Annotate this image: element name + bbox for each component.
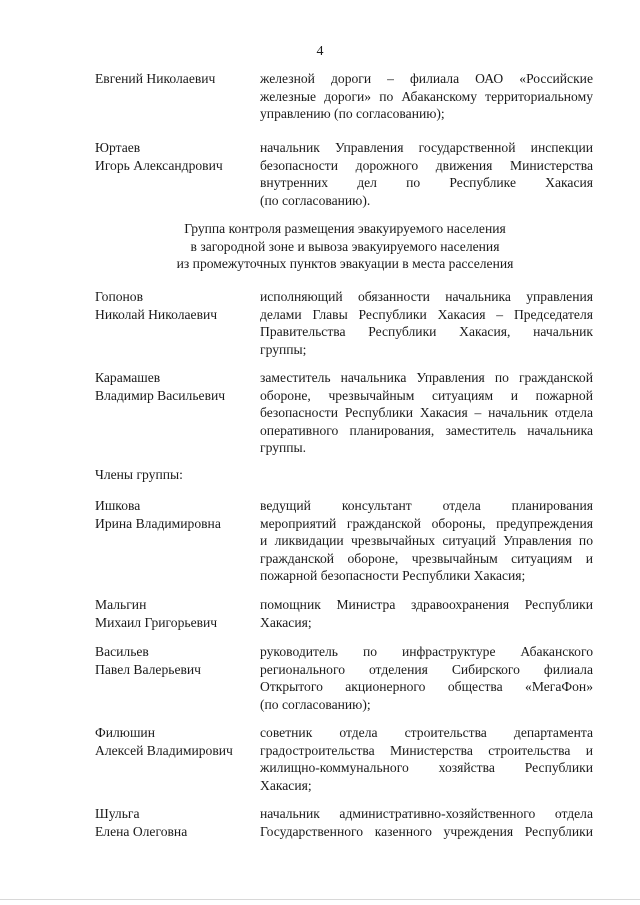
desc-line: управлению (по согласованию); bbox=[260, 106, 445, 121]
heading-line: Группа контроля размещения эвакуируемого населения bbox=[184, 221, 506, 236]
name-line: Юртаев bbox=[95, 140, 141, 155]
desc-line: Открытого акционерного общества «МегаФон» bbox=[260, 679, 593, 694]
name-line: Шульга bbox=[95, 806, 140, 821]
person-name bbox=[95, 643, 260, 678]
name-line: Васильев bbox=[95, 644, 149, 659]
person-description bbox=[260, 596, 593, 631]
desc-line: помощник Министра здравоохранения Республики bbox=[260, 597, 593, 612]
desc-line: безопасности дорожного движения Министерства bbox=[260, 157, 593, 173]
heading-line: в загородной зоне и вывоза эвакуируемого населения bbox=[190, 238, 500, 254]
group-heading bbox=[120, 220, 570, 273]
person-name bbox=[95, 70, 260, 88]
desc-line: руководитель по инфраструктуре Абаканского bbox=[260, 644, 593, 659]
name-line: Игорь Александрович bbox=[95, 157, 223, 173]
desc-line: Государственного казенного учреждения Республики bbox=[260, 823, 593, 839]
desc-line: заместитель начальника Управления по гражданской bbox=[260, 370, 593, 385]
desc-line: группы; bbox=[260, 341, 307, 357]
desc-line: группы. bbox=[260, 440, 307, 455]
person-name bbox=[95, 724, 260, 759]
name-line: Гопонов bbox=[95, 289, 144, 304]
heading-line: из промежуточных пунктов эвакуации в места расселения bbox=[176, 256, 514, 271]
person-name bbox=[95, 805, 260, 840]
desc-line: Хакасия; bbox=[260, 777, 312, 793]
desc-line: обороне, чрезвычайным ситуациям и пожарной bbox=[260, 387, 593, 403]
desc-line: градостроительства Министерства строительства и bbox=[260, 742, 593, 758]
desc-line: Правительства Республики Хакасия, начальник bbox=[260, 324, 593, 339]
desc-line: внутренних дел по Республике Хакасия bbox=[260, 175, 593, 190]
desc-line: пожарной безопасности Республики Хакасия; bbox=[260, 568, 526, 583]
name-line: Владимир Васильевич bbox=[95, 387, 226, 403]
person-description bbox=[260, 288, 593, 358]
name-line: Мальгин bbox=[95, 597, 147, 612]
person-description bbox=[260, 70, 593, 123]
page-number: 4 bbox=[316, 44, 324, 59]
person-name bbox=[95, 596, 260, 631]
desc-line: делами Главы Республики Хакасия – Председателя bbox=[260, 306, 593, 322]
desc-line: Хакасия; bbox=[260, 614, 312, 630]
desc-line: и ликвидации чрезвычайных ситуаций Управления по bbox=[260, 533, 593, 548]
name-line: Михаил Григорьевич bbox=[95, 614, 218, 630]
page-edge-divider bbox=[0, 899, 640, 900]
name-line: Ишкова bbox=[95, 498, 141, 513]
person-description bbox=[260, 369, 593, 457]
desc-line: мероприятий гражданской обороны, предупреждения bbox=[260, 515, 593, 531]
name-line: Ирина Владимировна bbox=[95, 515, 221, 531]
person-description bbox=[260, 805, 593, 840]
person-name bbox=[95, 369, 260, 404]
desc-line: советник отдела строительства департамента bbox=[260, 725, 593, 740]
desc-line: безопасности Республики Хакасия – начальник отдела bbox=[260, 405, 593, 420]
desc-line: (по согласованию); bbox=[260, 696, 371, 712]
desc-line: гражданской обороне, чрезвычайным ситуациям и bbox=[260, 550, 593, 566]
person-description bbox=[260, 497, 593, 585]
name-line: Николай Николаевич bbox=[95, 306, 218, 322]
name-line: Павел Валерьевич bbox=[95, 661, 202, 677]
desc-line: начальник Управления государственной инспекции bbox=[260, 140, 593, 155]
person-name bbox=[95, 139, 260, 174]
name-line: Евгений Николаевич bbox=[95, 71, 216, 86]
desc-line: железной дороги – филиала ОАО «Российские bbox=[260, 71, 593, 86]
members-label: Члены группы: bbox=[95, 467, 183, 482]
desc-line: оперативного планирования, заместитель начальника bbox=[260, 422, 593, 438]
desc-line: исполняющий обязанности начальника управления bbox=[260, 289, 593, 304]
name-line: Елена Олеговна bbox=[95, 823, 188, 839]
person-name bbox=[95, 288, 260, 323]
desc-line: железные дороги» по Абаканскому территориальному bbox=[260, 88, 593, 104]
person-name bbox=[95, 497, 260, 532]
person-description bbox=[260, 724, 593, 794]
desc-line: ведущий консультант отдела планирования bbox=[260, 498, 593, 513]
name-line: Карамашев bbox=[95, 370, 161, 385]
desc-line: (по согласованию). bbox=[260, 192, 371, 208]
name-line: Алексей Владимирович bbox=[95, 742, 233, 758]
person-description bbox=[260, 139, 593, 209]
person-description bbox=[260, 643, 593, 713]
name-line: Филюшин bbox=[95, 725, 155, 740]
desc-line: начальник административно-хозяйственного отдела bbox=[260, 806, 593, 821]
desc-line: регионального отделения Сибирского филиала bbox=[260, 661, 593, 677]
desc-line: жилищно-коммунального хозяйства Республики bbox=[260, 760, 593, 775]
